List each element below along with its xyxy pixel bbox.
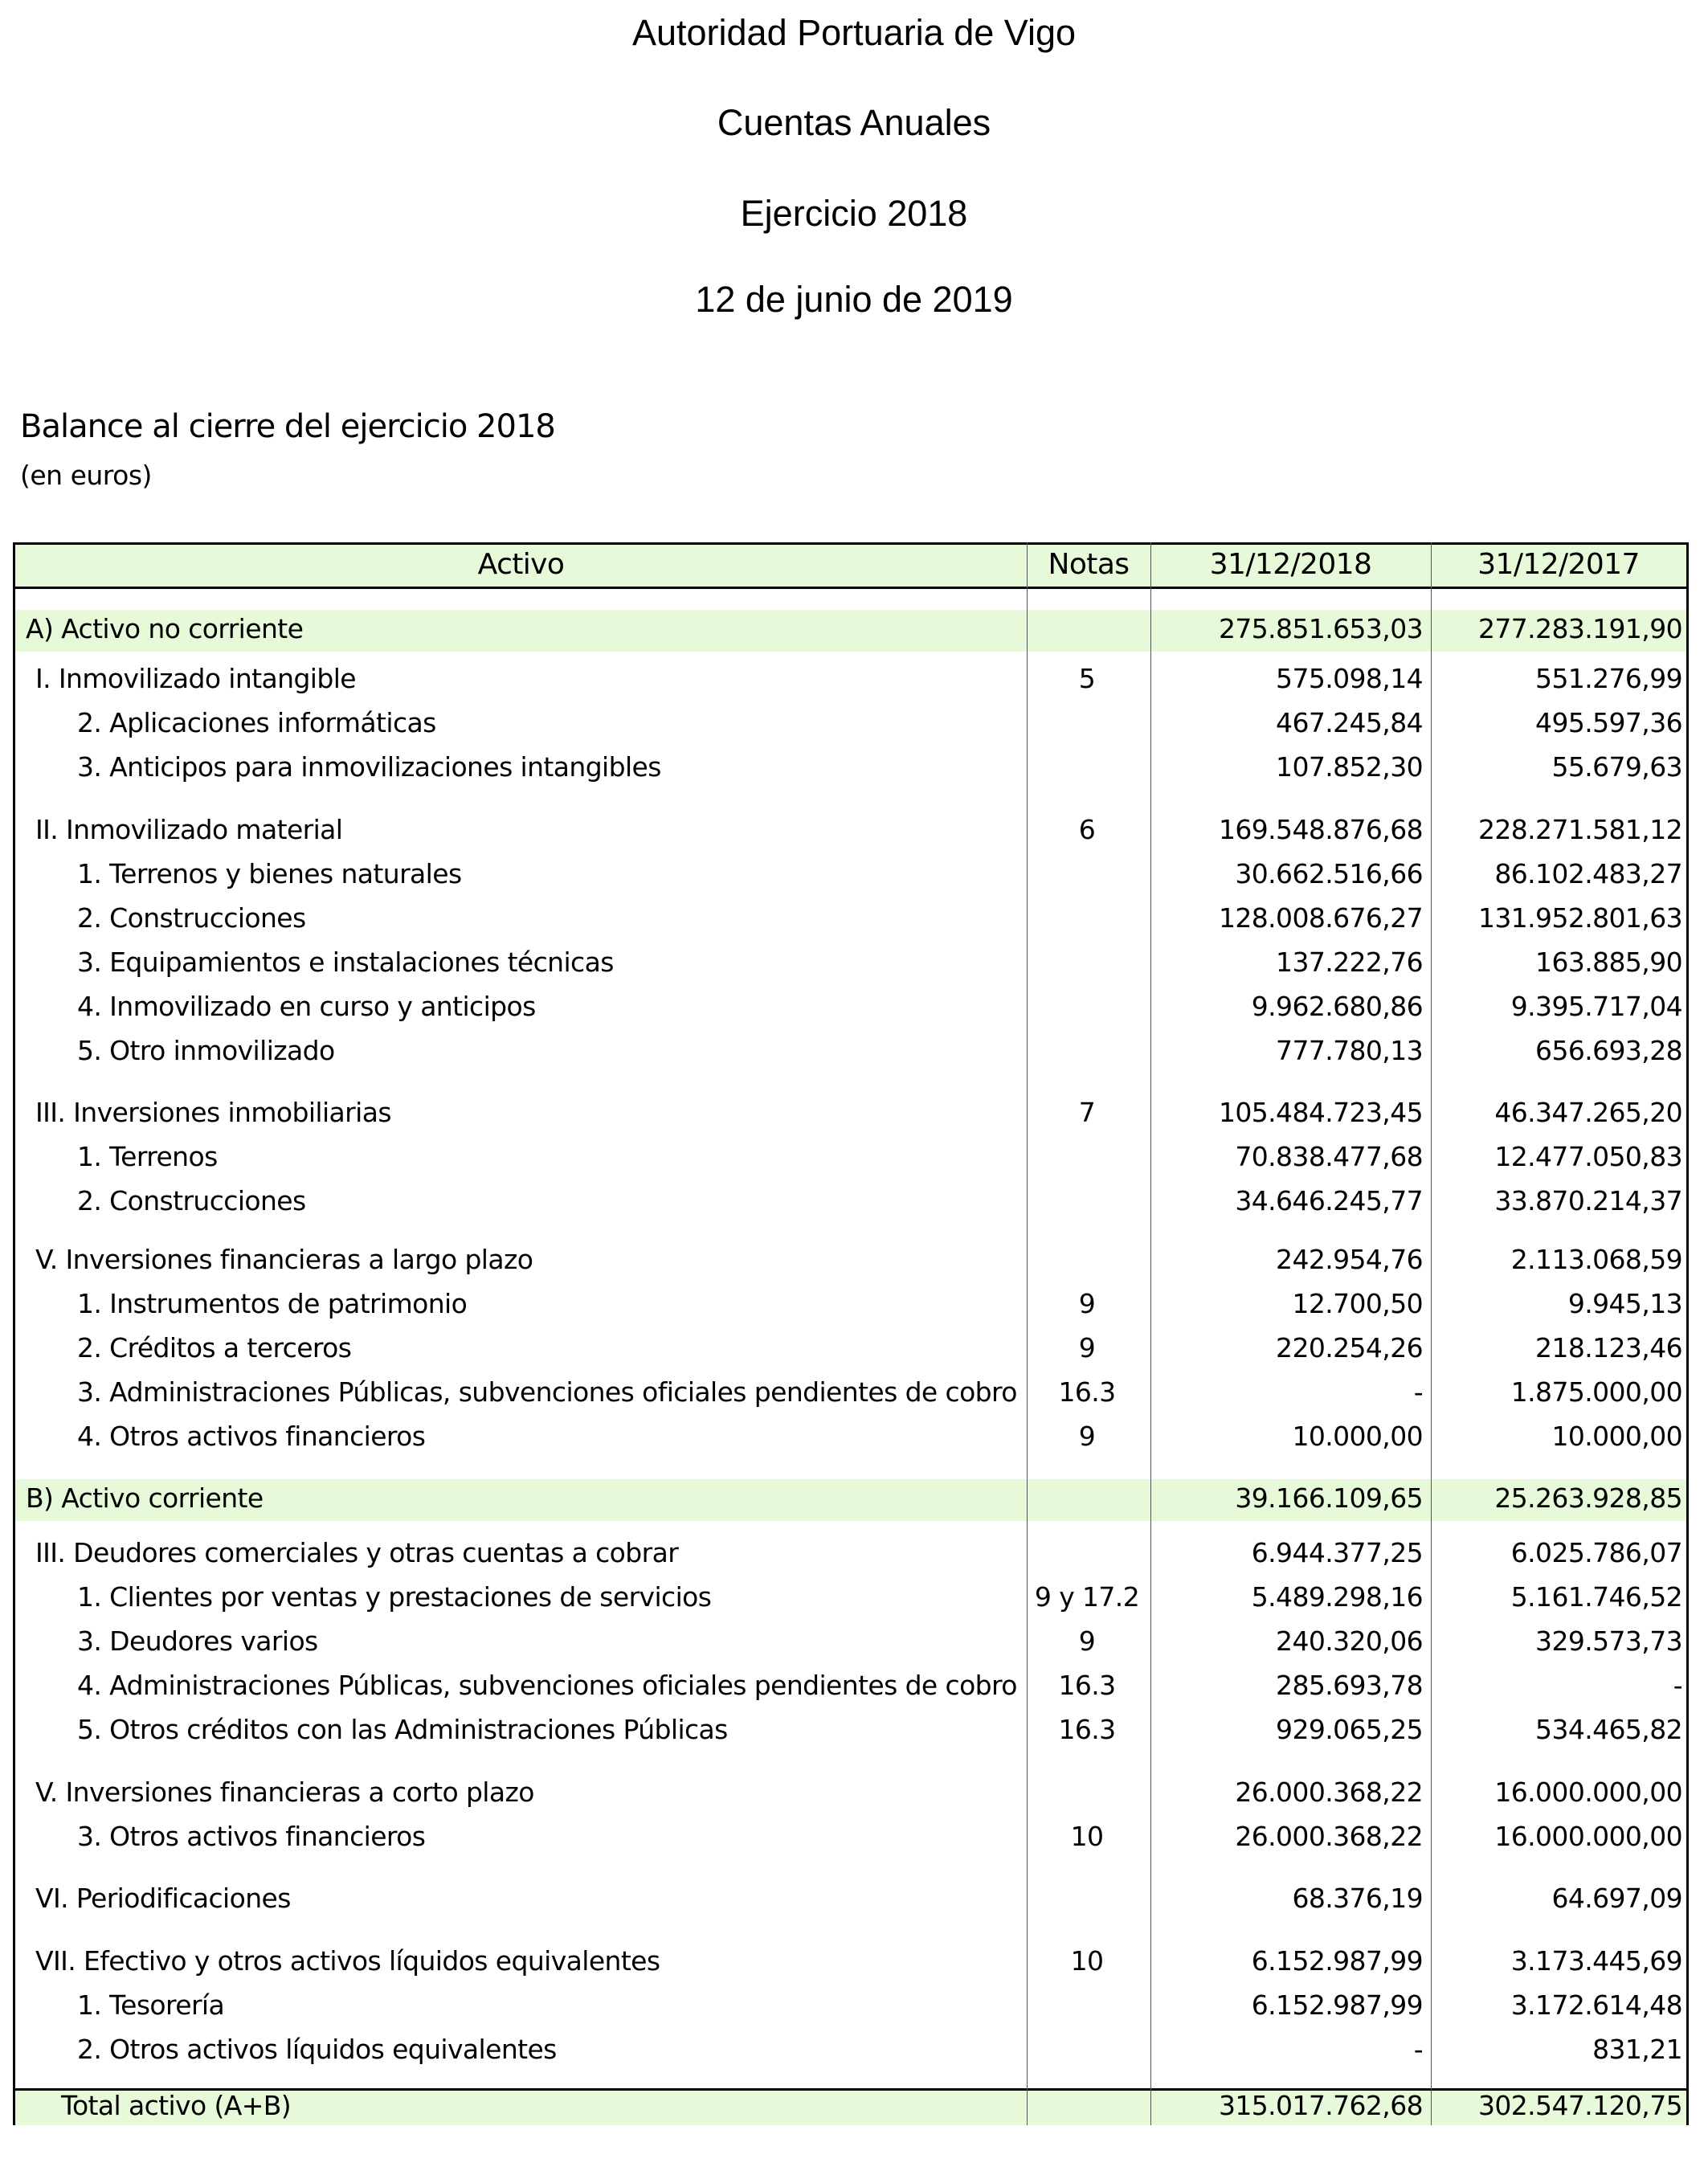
row-label: 4. Inmovilizado en curso y anticipos (77, 991, 536, 1022)
row-value-2017: 5.161.746,52 (1510, 1581, 1682, 1613)
balance-title: Balance al cierre del ejercicio 2018 (20, 408, 555, 445)
row-value-2018: 6.152.987,99 (1251, 1945, 1423, 1977)
row-value-2017: 46.347.265,20 (1494, 1097, 1682, 1128)
row-notes: 16.3 (1058, 1714, 1116, 1745)
row-label: 1. Instrumentos de patrimonio (77, 1288, 468, 1319)
row-label: 2. Créditos a terceros (77, 1332, 352, 1364)
balance-subtitle: (en euros) (20, 460, 152, 491)
row-value-2018: 12.700,50 (1292, 1288, 1423, 1319)
row-value-2017: 9.395.717,04 (1510, 991, 1682, 1022)
row-value-2017: 218.123,46 (1535, 1332, 1682, 1364)
balance-table (13, 542, 1689, 2125)
row-value-2018: 26.000.368,22 (1235, 1821, 1423, 1852)
header-date: 12 de junio de 2019 (695, 279, 1013, 320)
row-label: 4. Otros activos financieros (77, 1421, 426, 1452)
row-value-2018: 39.166.109,65 (1235, 1482, 1423, 1514)
row-value-2017: 656.693,28 (1535, 1035, 1682, 1066)
row-value-2017: 831,21 (1592, 2034, 1682, 2065)
row-notes: 9 (1078, 1421, 1096, 1452)
col-header-2018: 31/12/2018 (1209, 548, 1372, 581)
row-label: 5. Otro inmovilizado (77, 1035, 335, 1066)
row-notes: 10 (1070, 1945, 1104, 1977)
row-label: III. Inversiones inmobiliarias (35, 1097, 391, 1128)
row-value-2017: 534.465,82 (1535, 1714, 1682, 1745)
row-notes: 16.3 (1058, 1376, 1116, 1408)
row-value-2017: 495.597,36 (1535, 707, 1682, 738)
row-value-2017: 86.102.483,27 (1494, 858, 1682, 889)
row-value-2018: 105.484.723,45 (1218, 1097, 1423, 1128)
row-value-2017: 9.945,13 (1567, 1288, 1682, 1319)
row-value-2018: 9.962.680,86 (1251, 991, 1423, 1022)
row-label: V. Inversiones financieras a corto plazo (35, 1776, 534, 1808)
row-value-2018: 137.222,76 (1276, 946, 1423, 978)
row-label: 1. Tesorería (77, 1989, 225, 2021)
row-label: II. Inmovilizado material (35, 814, 343, 845)
row-value-2017: 3.173.445,69 (1510, 1945, 1682, 1977)
row-value-2017: 329.573,73 (1535, 1625, 1682, 1657)
row-label: 1. Clientes por ventas y prestaciones de servicios (77, 1581, 712, 1613)
row-value-2018: 467.245,84 (1276, 707, 1423, 738)
row-label: 3. Deudores varios (77, 1625, 318, 1657)
col-header-notas: Notas (1048, 548, 1130, 581)
row-value-2018: 242.954,76 (1276, 1244, 1423, 1275)
row-value-2018: 6.944.377,25 (1251, 1537, 1423, 1568)
row-label: 2. Construcciones (77, 902, 306, 934)
row-label: A) Activo no corriente (26, 613, 304, 644)
row-value-2017: 25.263.928,85 (1494, 1482, 1682, 1514)
row-label: 3. Equipamientos e instalaciones técnicas (77, 946, 614, 978)
row-label: III. Deudores comerciales y otras cuentas a cobrar (35, 1537, 679, 1568)
row-notes: 10 (1070, 1821, 1104, 1852)
total-2017: 302.547.120,75 (1477, 2090, 1682, 2121)
row-value-2018: 10.000,00 (1292, 1421, 1423, 1452)
row-value-2017: 277.283.191,90 (1477, 613, 1682, 644)
row-value-2018: 285.693,78 (1276, 1670, 1423, 1701)
header-entity: Autoridad Portuaria de Vigo (631, 12, 1077, 53)
row-value-2018: 169.548.876,68 (1218, 814, 1423, 845)
row-value-2017: 131.952.801,63 (1477, 902, 1682, 934)
row-label: VII. Efectivo y otros activos líquidos equivalentes (35, 1945, 660, 1977)
col-header-2017: 31/12/2017 (1477, 548, 1640, 581)
header-doc-title: Cuentas Anuales (717, 102, 991, 143)
row-value-2018: 929.065,25 (1276, 1714, 1423, 1745)
row-value-2017: 163.885,90 (1535, 946, 1682, 978)
row-notes: 9 (1078, 1625, 1096, 1657)
row-value-2018: 107.852,30 (1276, 751, 1423, 783)
row-value-2018: - (1413, 2034, 1423, 2065)
row-value-2017: 551.276,99 (1535, 663, 1682, 694)
row-value-2017: 6.025.786,07 (1510, 1537, 1682, 1568)
row-value-2017: 3.172.614,48 (1510, 1989, 1682, 2021)
row-value-2018: 220.254,26 (1276, 1332, 1423, 1364)
row-label: 2. Aplicaciones informáticas (77, 707, 436, 738)
row-value-2018: 575.098,14 (1276, 663, 1423, 694)
row-label: 2. Otros activos líquidos equivalentes (77, 2034, 557, 2065)
row-label: 1. Terrenos y bienes naturales (77, 858, 462, 889)
row-value-2017: 228.271.581,12 (1477, 814, 1682, 845)
row-value-2018: 777.780,13 (1276, 1035, 1423, 1066)
row-value-2018: 6.152.987,99 (1251, 1989, 1423, 2021)
row-value-2017: - (1673, 1670, 1682, 1701)
row-value-2017: 64.697,09 (1551, 1883, 1682, 1914)
row-value-2017: 12.477.050,83 (1494, 1141, 1682, 1172)
header-year: Ejercicio 2018 (740, 193, 968, 234)
row-notes: 9 y 17.2 (1034, 1581, 1140, 1613)
row-notes: 7 (1078, 1097, 1096, 1128)
row-value-2017: 1.875.000,00 (1510, 1376, 1682, 1408)
row-label: 3. Otros activos financieros (77, 1821, 426, 1852)
row-value-2018: 5.489.298,16 (1251, 1581, 1423, 1613)
row-value-2018: 30.662.516,66 (1235, 858, 1423, 889)
total-2018: 315.017.762,68 (1218, 2090, 1423, 2121)
row-notes: 16.3 (1058, 1670, 1116, 1701)
row-label: 1. Terrenos (77, 1141, 218, 1172)
row-notes: 9 (1078, 1332, 1096, 1364)
row-label: 3. Anticipos para inmovilizaciones intangibles (77, 751, 661, 783)
row-label: 4. Administraciones Públicas, subvenciones oficiales pendientes de cobro (77, 1670, 1017, 1701)
row-value-2018: 240.320,06 (1276, 1625, 1423, 1657)
row-notes: 6 (1078, 814, 1096, 845)
row-label: VI. Periodificaciones (35, 1883, 291, 1914)
row-value-2018: 68.376,19 (1292, 1883, 1423, 1914)
row-label: 5. Otros créditos con las Administraciones Públicas (77, 1714, 728, 1745)
row-label: 3. Administraciones Públicas, subvenciones oficiales pendientes de cobro (77, 1376, 1017, 1408)
row-value-2017: 2.113.068,59 (1510, 1244, 1682, 1275)
row-value-2018: 128.008.676,27 (1218, 902, 1423, 934)
row-value-2018: 26.000.368,22 (1235, 1776, 1423, 1808)
row-notes: 5 (1078, 663, 1096, 694)
row-label: V. Inversiones financieras a largo plazo (35, 1244, 533, 1275)
row-value-2018: 275.851.653,03 (1218, 613, 1423, 644)
row-label: I. Inmovilizado intangible (35, 663, 356, 694)
col-header-activo: Activo (477, 548, 565, 581)
row-notes: 9 (1078, 1288, 1096, 1319)
row-label: 2. Construcciones (77, 1185, 306, 1216)
row-value-2018: 70.838.477,68 (1235, 1141, 1423, 1172)
row-value-2017: 10.000,00 (1551, 1421, 1682, 1452)
row-value-2017: 55.679,63 (1551, 751, 1682, 783)
row-value-2018: 34.646.245,77 (1235, 1185, 1423, 1216)
row-value-2017: 33.870.214,37 (1494, 1185, 1682, 1216)
row-value-2017: 16.000.000,00 (1494, 1776, 1682, 1808)
total-label: Total activo (A+B) (61, 2090, 292, 2121)
row-value-2017: 16.000.000,00 (1494, 1821, 1682, 1852)
row-label: B) Activo corriente (26, 1482, 264, 1514)
row-value-2018: - (1413, 1376, 1423, 1408)
